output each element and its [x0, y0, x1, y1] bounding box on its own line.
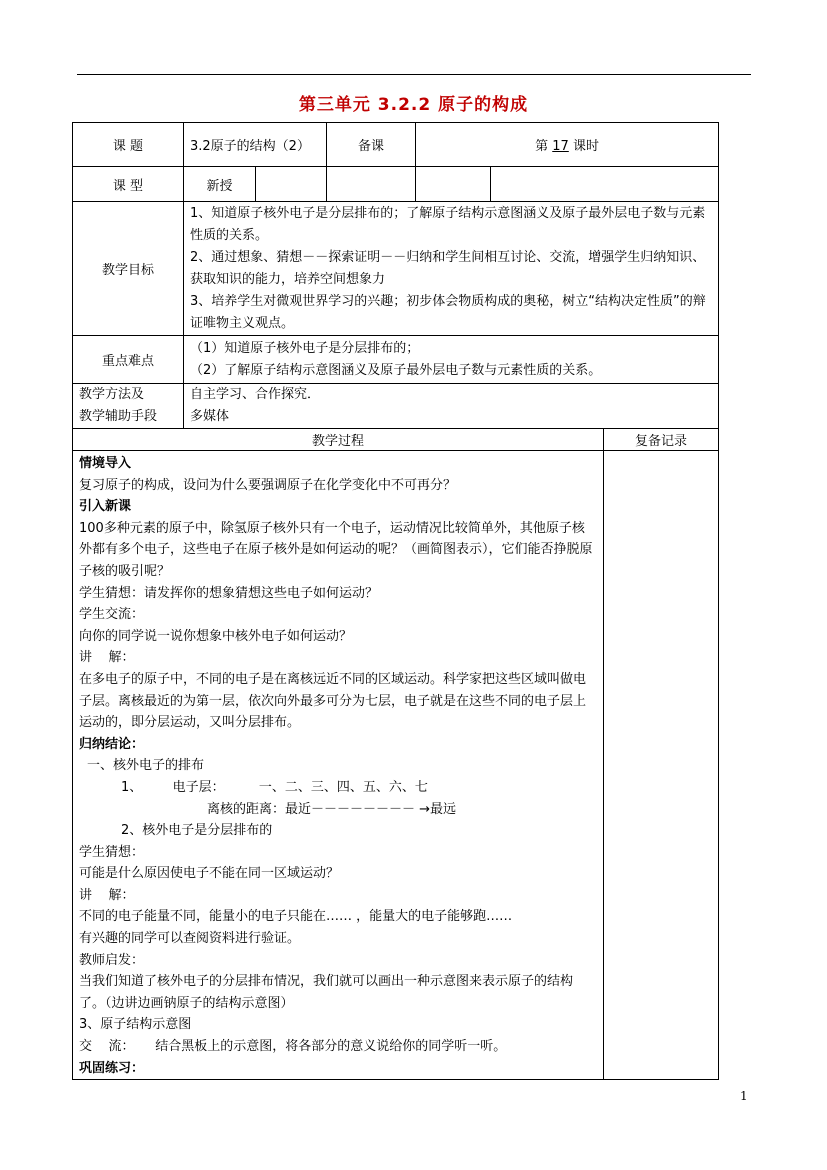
method-item: 自主学习、合作探究．: [190, 387, 321, 402]
goal-item: 3、培养学生对微观世界学习的兴趣；初步体会物质构成的奥秘，树立“结构决定性质”的辩证唯物主义观点。: [190, 293, 706, 331]
electron-shell-line: [79, 777, 597, 799]
notes-header: 复备记录: [604, 429, 719, 451]
topic-label: 课 题: [73, 123, 184, 167]
process-header: 教学过程: [73, 429, 604, 451]
paragraph: 在多电子的原子中，不同的电子是在离核远近不同的区域运动。科学家把这些区域叫做电子层。离核最近的为第一层，依次向外最多可分为七层，电子就是在这些不同的电子层上运动的，即分层运动，又叫分层排布。: [79, 671, 587, 731]
period-number: 17: [552, 139, 569, 154]
method-label-line: 教学辅助手段: [79, 409, 158, 424]
empty-cell: [416, 167, 491, 202]
section-heading: 归纳结论：: [79, 736, 145, 752]
paragraph: 3、原子结构示意图: [79, 1017, 192, 1033]
method-label-line: 教学方法及: [79, 387, 145, 402]
distance-line: 离核的距离：最近－－－－－－－－ →最远: [207, 801, 457, 817]
topic-value: 3.2原子的结构（2）: [184, 123, 327, 167]
header-rule: [77, 74, 751, 75]
difficulty-label: 重点难点: [73, 336, 184, 384]
process-content: [73, 451, 604, 1080]
section-heading: 引入新课: [79, 499, 132, 515]
method-label: [73, 384, 184, 429]
paragraph: 向你的同学说一说你想象中核外电子如何运动？: [79, 628, 353, 644]
paragraph: 不同的电子能量不同，能量小的电子只能在…… ，能量大的电子能够跑……: [79, 909, 513, 925]
goal-item: 2、通过想象、猜想－－探索证明－－归纳和学生间相互讨论、交流，增强学生归纳知识、获取知识的能力，培养空间想象力: [190, 249, 706, 287]
empty-cell: [491, 167, 719, 202]
notes-cell: [604, 451, 719, 1080]
paragraph: 一、核外电子的排布: [87, 758, 205, 774]
prep-label: 备课: [327, 123, 416, 167]
paragraph: 学生猜想：请发挥你的想象猜想这些电子如何运动？: [79, 585, 379, 601]
difficulty-item: （1）知道原子核外电子是分层排布的；: [190, 340, 420, 356]
section-heading: 巩固练习：: [79, 1060, 145, 1076]
page-number: 1: [740, 1089, 748, 1103]
paragraph: 学生交流：: [79, 607, 145, 623]
paragraph: 学生猜想：: [79, 844, 145, 860]
paragraph: 有兴趣的同学可以查阅资料进行验证。: [79, 931, 301, 947]
paragraph: 2、核外电子是分层排布的: [121, 823, 273, 839]
method-cell: [184, 384, 719, 429]
type-label: 课 型: [73, 167, 184, 202]
paragraph: 当我们知道了核外电子的分层排布情况，我们就可以画出一种示意图来表示原子的结构了。（边讲边画钠原子的结构示意图）: [79, 974, 574, 1011]
period-suffix: 课时: [572, 139, 599, 154]
difficulty-cell: [184, 336, 719, 384]
empty-cell: [256, 167, 327, 202]
method-item: 多媒体: [190, 409, 230, 424]
goal-item: 1、知道原子核外电子是分层排布的；了解原子结构示意图涵义及原子最外层电子数与元素性质的关系。: [190, 205, 706, 243]
period-cell: [416, 123, 719, 167]
list-number: 1、: [121, 779, 143, 795]
shell-label: 电子层：: [172, 779, 225, 795]
lesson-plan-table: [72, 122, 719, 1080]
empty-cell: [327, 167, 416, 202]
period-prefix: 第: [535, 139, 549, 154]
shell-values: 一、二、三、四、五、六、七: [258, 779, 428, 795]
goals-label: 教学目标: [73, 202, 184, 336]
paragraph: 复习原子的构成，设问为什么要强调原子在化学变化中不可再分？: [79, 477, 457, 493]
paragraph: 讲 解：: [79, 887, 135, 903]
goals-cell: [184, 202, 719, 336]
paragraph: 教师启发：: [79, 952, 145, 968]
paragraph: 100多种元素的原子中，除氢原子核外只有一个电子，运动情况比较简单外，其他原子核外都有多个电子，这些电子在原子核外是如何运动的呢？（画简图表示），它们能否挣脱原子核的吸引呢？: [79, 520, 593, 579]
section-heading: 情境导入: [79, 456, 132, 471]
difficulty-item: （2）了解原子结构示意图涵义及原子最外层电子数与元素性质的关系。: [190, 362, 602, 378]
paragraph: 可能是什么原因使电子不能在同一区域运动？: [79, 866, 340, 882]
document-title: 第三单元 3.2.2 原子的构成: [298, 95, 529, 115]
type-value: 新授: [184, 167, 256, 202]
paragraph: 讲 解：: [79, 650, 135, 666]
paragraph: 交 流： 结合黑板上的示意图，将各部分的意义说给你的同学听一听。: [79, 1039, 507, 1055]
